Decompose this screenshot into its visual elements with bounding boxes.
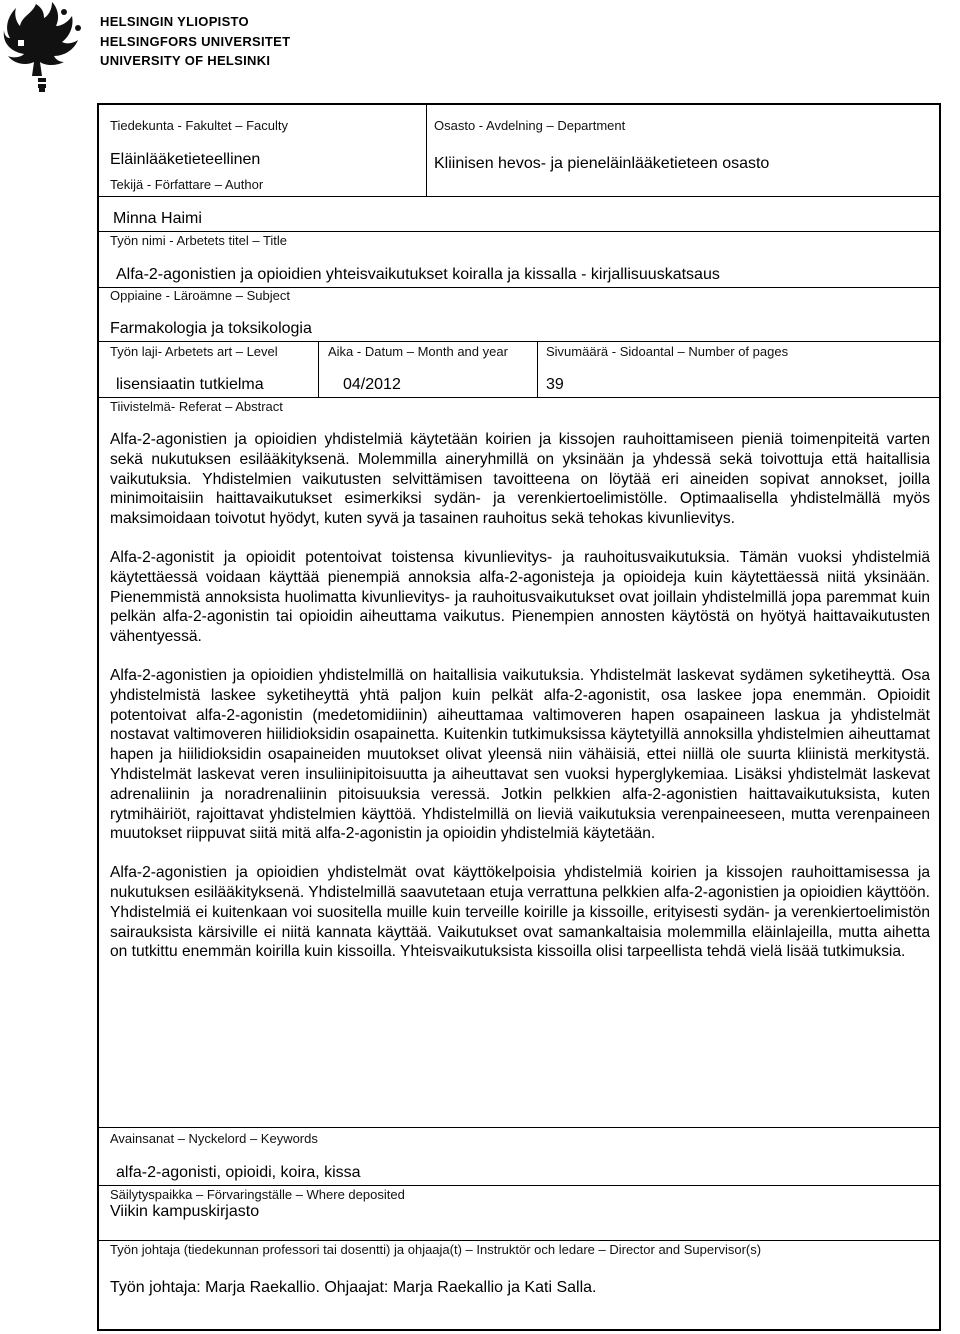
abstract-paragraph: Alfa-2-agonistien ja opioidien yhdistelmillä on haitallisia vaikutuksia. Yhdistelmät laskevat sydämen syketiheyttä. Osa yhdistelmistä laskee syketiheyttä yhtä paljon kuin pelkät alfa-2-agonistit, osa laskee jopa enemmän. Opioidit potentoivat alfa-2-agonistin (medetomidiinin) aiheuttamaa valtimoveren hapen osapaineen laskua ja yhdistelmät nostavat valtimoveren hiilidioksidin osapainetta. Kuitenkin tutkimuksissa käytetyillä annoksilla yhdistelmien aiheuttamat hapen ja hiilidioksidin osapaineiden muutokset olivat yleensä niin vähäisiä, ettei niillä ole suurta kliinistä merkitystä. Yhdistelmät laskevat veren insuliinipitoisuutta ja aiheuttavat sen vuoksi hyperglykemiaa. Lisäksi yhdistelmät laskevat adrenaliinin ja noradrenaliinin pitoisuuksia veressä. Jotkin pelkkien alfa-2-agonistien haittavaikutuksista, kuten rytmihäiriöt, rajoittavat yhdistelmien käyttöä. Yhdistelmillä on lieviä vaikutuksia verenpaineeseen, mutta verenpaineen muutokset riippuvat siitä mitä alfa-2-agonistin ja opioidin yhdistelmiä käytetään. [110, 666, 930, 843]
faculty-value: Eläinlääketieteellinen [110, 151, 261, 168]
abstract-label: Tiivistelmä- Referat – Abstract [110, 399, 283, 414]
department-label: Osasto - Avdelning – Department [434, 118, 626, 133]
abstract-paragraph: Alfa-2-agonistien ja opioidien yhdistelmiä käytetään koirien ja kissojen rauhoittamiseen pieniä toimenpiteitä varten sekä nukutuksen esilääkityksenä. Molemmilla aineryhmillä on yksinään ja yhdessä sekä toivottuja että haitallisia vaikutuksia. Yhdistelmien vaikutusten selvittämisen tavoitteena on löytää eri aineiden sopivat annokset, joilla minimoitaisiin haittavaikutukset esimerkiksi sydän- ja verenkiertoelimistölle. Optimaalisella yhdistelmällä myös maksimoidaan toivotut hyödyt, kuten syvä ja tasainen rauhoitus sekä tehokas kivunlievitys. [110, 431, 930, 528]
faculty-label: Tiedekunta - Fakultet – Faculty [110, 118, 288, 133]
university-name-en: UNIVERSITY OF HELSINKI [100, 53, 271, 68]
row-divider-title [98, 231, 940, 232]
subject-value: Farmakologia ja toksikologia [110, 320, 312, 337]
title-value: Alfa-2-agonistien ja opioidien yhteisvaikutukset koiralla ja kissalla - kirjallisuuskatsaus [116, 266, 720, 283]
deposited-value: Viikin kampuskirjasto [110, 1203, 260, 1220]
row-divider-level [98, 341, 940, 342]
supervisor-value: Työn johtaja: Marja Raekallio. Ohjaajat: Marja Raekallio ja Kati Salla. [110, 1279, 597, 1296]
author-value: Minna Haimi [113, 210, 202, 227]
university-name [100, 12, 290, 71]
subject-label: Oppiaine - Läroämne – Subject [110, 288, 290, 303]
date-value: 04/2012 [343, 376, 401, 393]
row-divider-abstract [98, 397, 940, 398]
supervisor-label: Työn johtaja (tiedekunnan professori tai dosentti) ja ohjaaja(t) – Instruktör och ledare – Director and Supervisor(s) [110, 1242, 762, 1257]
date-label: Aika - Datum – Month and year [328, 344, 508, 359]
keywords-label: Avainsanat – Nyckelord – Keywords [110, 1131, 318, 1146]
keywords-value: alfa-2-agonisti, opioidi, koira, kissa [116, 1164, 361, 1181]
university-logo [2, 0, 90, 92]
department-value: Kliinisen hevos- ja pieneläinlääketieteen osasto [434, 155, 770, 172]
abstract-body [110, 430, 930, 981]
university-name-fi: HELSINGIN YLIOPISTO [100, 14, 249, 29]
row-divider-supervisor [98, 1240, 940, 1241]
university-name-sv: HELSINGFORS UNIVERSITET [100, 33, 291, 49]
level-label: Työn laji- Arbetets art – Level [110, 344, 278, 359]
row-divider-author [98, 196, 940, 197]
row-divider-deposited [98, 1185, 940, 1186]
pages-value: 39 [546, 376, 564, 393]
row-divider-keywords [98, 1127, 940, 1128]
pages-label: Sivumäärä - Sidoantal – Number of pages [546, 344, 789, 359]
abstract-paragraph: Alfa-2-agonistien ja opioidien yhdistelmät ovat käyttökelpoisia yhdistelmiä koirien ja kissojen rauhoittamisessa ja nukutuksen esilääkityksenä. Yhdistelmillä saavutetaan etuja verrattuna pelkkien alfa-2-agonistien ja opioidien käyttöön. Yhdistelmiä ei kuitenkaan voi suositella muille kuin terveille koirille ja kissoille, erityisesti sydän- ja verenkiertoelimistön sairauksista kärsiville ei niitä kannata käyttää. Vaikutukset ovat samankaltaisia molemmilla eläinlajeilla, mutta aihetta on tutkittu enemmän koirilla kuin kissoilla. Yhteisvaikutuksista kissoilla olisi tarpeellista tehdä vielä lisää tutkimuksia. [110, 864, 930, 961]
author-label: Tekijä - Författare – Author [110, 177, 264, 192]
faculty-department-divider [426, 104, 427, 196]
deposited-label: Säilytyspaikka – Förvaringställe – Where deposited [110, 1187, 405, 1202]
date-pages-divider [537, 341, 538, 397]
level-value: lisensiaatin tutkielma [116, 376, 264, 393]
level-date-divider [318, 341, 319, 397]
abstract-paragraph: Alfa-2-agonistit ja opioidit potentoivat toistensa kivunlievitys- ja rauhoitusvaikutuksia. Tämän vuoksi yhdistelmiä käytettäessä voidaan käyttää pienempiä annoksia alfa-2-agonisteja ja opioideja kuin käytettäessä niitä yksinään. Pienemmistä annoksista huolimatta kivunlievitys- ja rauhoitusvaikutukset ovat joillain yhdistelmillä jopa paremmat kuin pelkän alfa-2-agonistin tai opioidin aiheuttama vaikutus. Pienempien annosten käytöstä on hyötyä haittavaikutusten vähentyessä. [110, 548, 930, 646]
title-label: Työn nimi - Arbetets titel – Title [110, 233, 288, 248]
